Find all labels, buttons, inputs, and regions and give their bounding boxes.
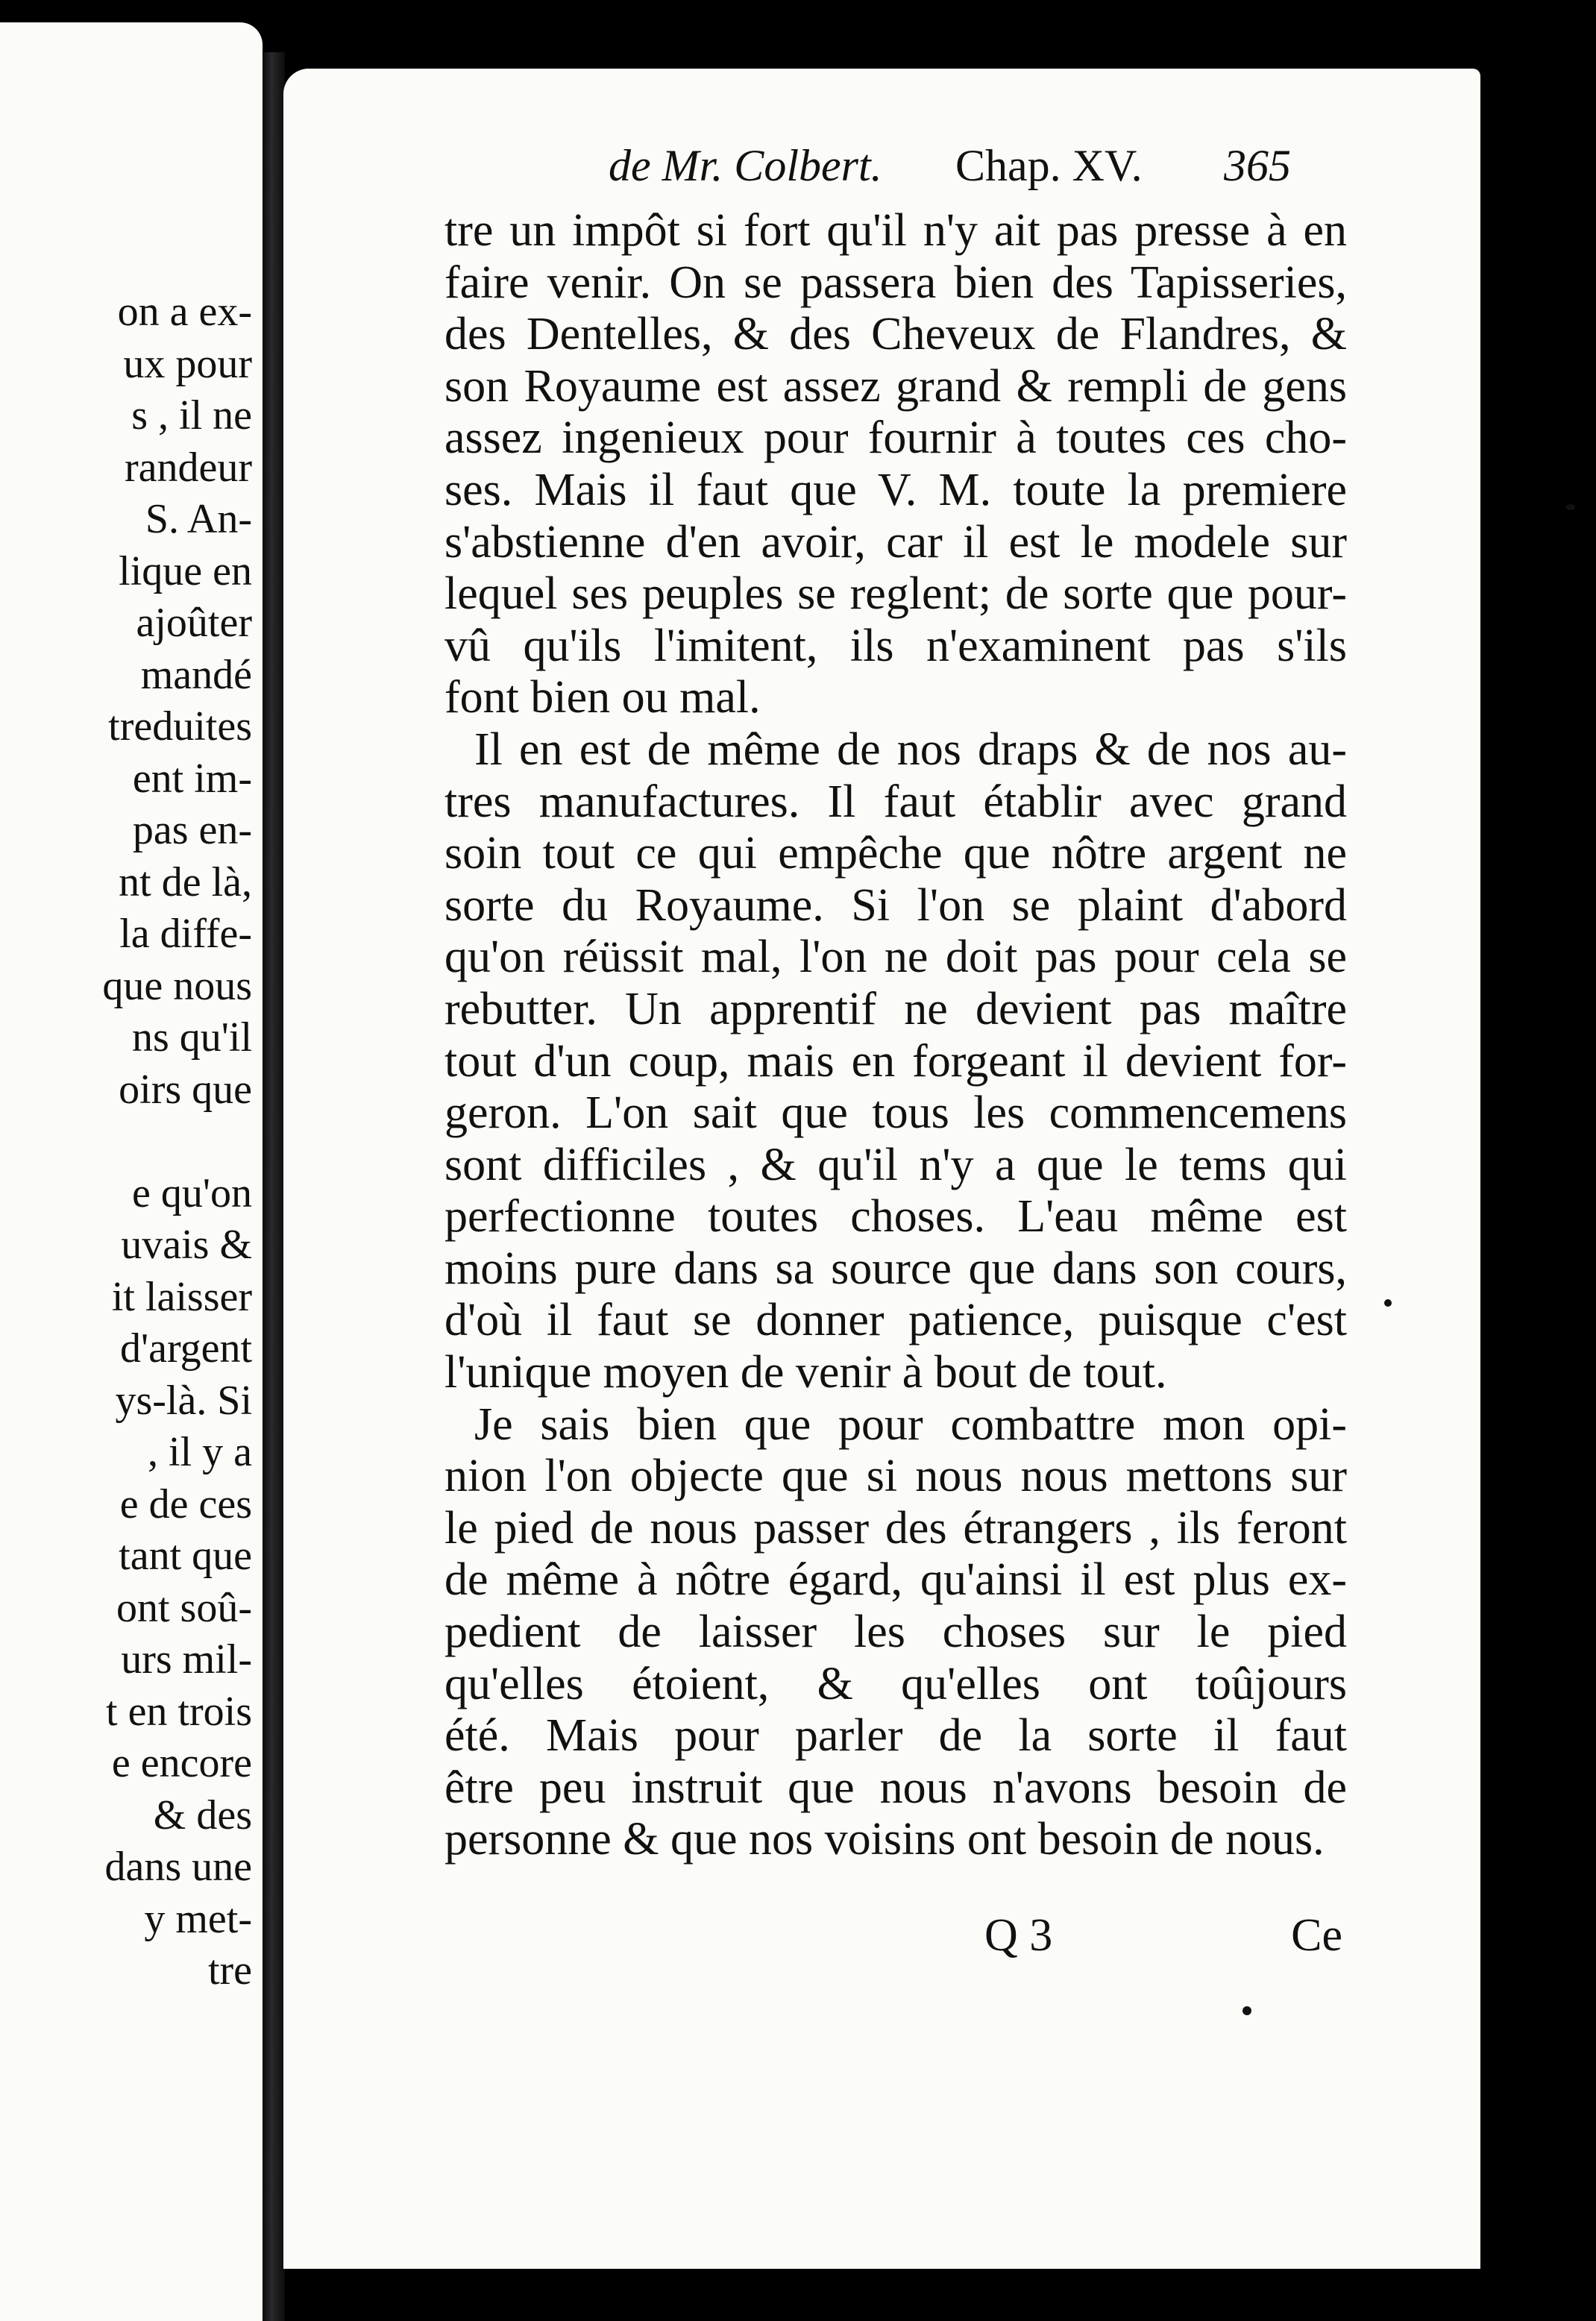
catchword: Ce (1291, 1910, 1342, 1961)
ink-speck (1242, 2006, 1251, 2015)
paragraph (444, 1399, 1347, 1866)
page-number: 365 (1224, 141, 1291, 190)
left-page-line: ys-là. Si (115, 1377, 252, 1424)
left-page-line: dans une (104, 1844, 252, 1890)
left-page (0, 22, 263, 2321)
text-line: son Royaume est assez grand & rempli de gens (444, 360, 1347, 412)
page-header (325, 140, 1332, 200)
text-line: le pied de nous passer des étrangers , ils feront (444, 1502, 1347, 1554)
text-line: été. Mais pour parler de la sorte il faut (444, 1710, 1347, 1762)
text-line: tre un impôt si fort qu'il n'y ait pas presse à en (444, 205, 1347, 256)
left-page-line: oirs que (119, 1066, 252, 1113)
left-page-line: t en trois (106, 1688, 252, 1735)
text-line: tres manufactures. Il faut établir avec grand (444, 776, 1347, 827)
text-line: être peu instruit que nous n'avons besoin de (444, 1762, 1347, 1813)
left-page-line: la diffe- (119, 911, 252, 957)
text-line: ses. Mais il faut que V. M. toute la premiere (444, 464, 1347, 515)
paragraph (444, 205, 1347, 724)
text-line: de même à nôtre égard, qu'ainsi il est plus ex- (444, 1554, 1347, 1606)
left-page-line: que nous (102, 962, 252, 1009)
text-line: soin tout ce qui empêche que nôtre argent ne (444, 828, 1347, 879)
text-line: personne & que nos voisins ont besoin de nous. (444, 1814, 1325, 1865)
left-page-line: e qu'on (132, 1169, 252, 1216)
left-page-line: , il y a (148, 1429, 252, 1475)
left-page-line: ux pour (123, 340, 252, 387)
running-title: de Mr. Colbert. (609, 141, 882, 190)
text-line: Je sais bien que pour combattre mon opi- (474, 1398, 1347, 1450)
text-line: d'où il faut se donner patience, puisque c'est (444, 1295, 1347, 1346)
left-page-line: on a ex- (117, 289, 252, 335)
text-line: moins pure dans sa source que dans son cours, (444, 1243, 1347, 1294)
text-line: vû qu'ils l'imitent, ils n'examinent pas s'ils (444, 620, 1347, 671)
left-page-line: uvais & (121, 1222, 252, 1268)
text-line: sorte du Royaume. Si l'on se plaint d'abord (444, 879, 1347, 931)
chapter-label: Chap. XV. (955, 141, 1143, 190)
text-line: faire venir. On se passera bien des Tapisseries, (444, 257, 1347, 308)
left-page-line: s , il ne (131, 392, 252, 439)
left-page-line: e de ces (119, 1480, 252, 1527)
text-line: lequel ses peuples se reglent; de sorte que pour- (444, 568, 1347, 620)
text-line: Il en est de même de nos draps & de nos au- (474, 723, 1347, 775)
left-page-line: S. An- (145, 496, 252, 542)
left-page-line: it laisser (111, 1273, 252, 1320)
text-line: des Dentelles, & des Cheveux de Flandres, & (444, 309, 1347, 360)
left-page-line: d'argent (120, 1325, 252, 1372)
page-footer (984, 1909, 1342, 1969)
text-line: assez ingenieux pour fournir à toutes ces cho- (444, 412, 1347, 464)
text-line: qu'elles étoient, & qu'elles ont toûjours (444, 1658, 1347, 1709)
signature-mark: Q 3 (984, 1910, 1053, 1961)
text-line: qu'on réüssit mal, l'on ne doit pas pour cela se (444, 932, 1347, 983)
left-page-line: tre (207, 1947, 252, 1994)
text-line: s'abstienne d'en avoir, car il est le modele sur (444, 516, 1347, 568)
left-page-line: pas en- (132, 807, 252, 853)
left-page-line (102, 1116, 252, 1168)
ink-speck (1384, 1299, 1392, 1307)
left-page-line: ajoûter (136, 600, 252, 646)
left-page-line: mandé (140, 651, 252, 698)
page-body (444, 205, 1347, 1866)
left-page-line: & des (153, 1791, 252, 1838)
text-line: tout d'un coup, mais en forgeant il devient for- (444, 1035, 1347, 1087)
text-line: font bien ou mal. (444, 672, 761, 723)
left-page-line: randeur (124, 444, 252, 491)
left-page-line: urs mil- (121, 1636, 252, 1683)
left-page-line: ns qu'il (132, 1014, 252, 1061)
left-page-line: treduites (108, 703, 252, 750)
paragraph (444, 724, 1347, 1399)
ink-speck (1566, 504, 1575, 510)
text-line: perfectionne toutes choses. L'eau même est (444, 1191, 1347, 1243)
book-gutter (263, 52, 285, 2321)
left-page-line: nt de là, (119, 858, 252, 905)
left-page-line: y met- (144, 1895, 252, 1942)
text-line: rebutter. Un apprentif ne devient pas maître (444, 983, 1347, 1034)
left-page-line: e encore (111, 1740, 252, 1786)
left-page-line: tant que (119, 1533, 252, 1579)
text-line: sont difficiles , & qu'il n'y a que le tems qui (444, 1139, 1347, 1190)
left-page-line: ont soû- (116, 1584, 252, 1631)
text-line: nion l'on objecte que si nous nous mettons sur (444, 1451, 1347, 1502)
text-line: geron. L'on sait que tous les commencemens (444, 1087, 1347, 1139)
left-page-line: lique en (119, 547, 252, 594)
left-page-line: ent im- (132, 755, 252, 802)
left-page-text (102, 286, 252, 1997)
text-line: pedient de laisser les choses sur le pied (444, 1607, 1347, 1658)
text-line: l'unique moyen de venir à bout de tout. (444, 1347, 1167, 1398)
